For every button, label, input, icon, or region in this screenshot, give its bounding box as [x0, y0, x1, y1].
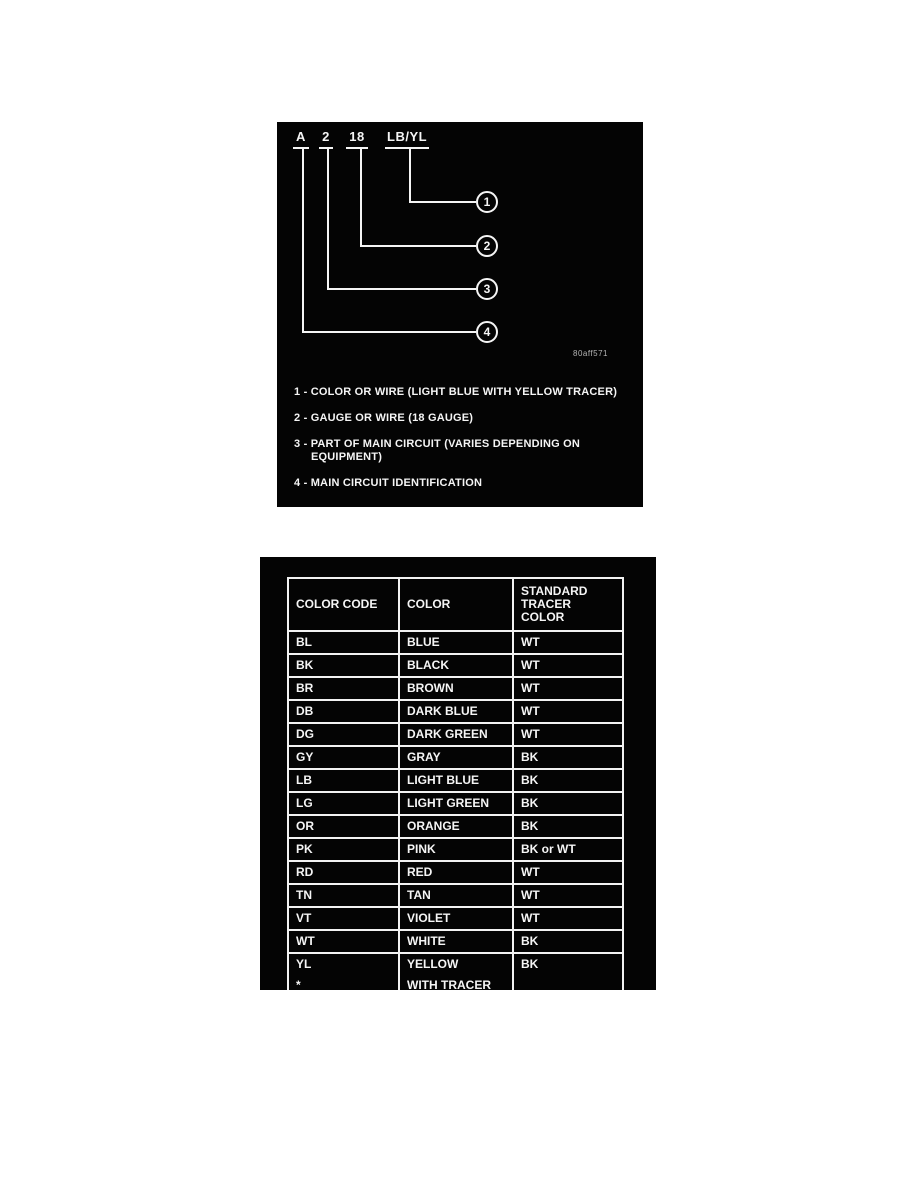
legend-item-3 — [294, 438, 636, 464]
cell-line: YELLOW — [407, 957, 459, 971]
cell-line: * — [296, 978, 301, 990]
table-row — [288, 631, 623, 654]
table-cell-code: BR — [288, 677, 399, 700]
table-cell-tracer: WT — [513, 700, 623, 723]
table-cell-tracer: BK — [513, 769, 623, 792]
legend-text: 1 - COLOR OR WIRE (LIGHT BLUE WITH YELLOW TRACER) — [294, 386, 618, 398]
table-cell-code: DG — [288, 723, 399, 746]
wire-code-part-circuit: A — [293, 129, 309, 149]
table-cell-color: WHITE — [399, 930, 513, 953]
table-cell-code: LG — [288, 792, 399, 815]
table-row-footnote — [288, 953, 623, 990]
table-cell-color: ORANGE — [399, 815, 513, 838]
table-row — [288, 700, 623, 723]
callout-number: 1 — [483, 195, 491, 209]
column-header-color: COLOR — [399, 578, 513, 631]
column-header-tracer — [513, 578, 623, 631]
table-cell-tracer: BK — [513, 792, 623, 815]
figure-id: 80aff571 — [573, 349, 608, 358]
table-cell-color: LIGHT BLUE — [399, 769, 513, 792]
table-cell-code: VT — [288, 907, 399, 930]
table-row — [288, 723, 623, 746]
table-header-row — [288, 578, 623, 631]
table-row — [288, 677, 623, 700]
table-cell-color: BROWN — [399, 677, 513, 700]
table-row — [288, 861, 623, 884]
table-cell-color: DARK GREEN — [399, 723, 513, 746]
table-cell-color: LIGHT GREEN — [399, 792, 513, 815]
table-row — [288, 769, 623, 792]
table-cell-tracer: WT — [513, 907, 623, 930]
table-cell-color: PINK — [399, 838, 513, 861]
table-cell-code: PK — [288, 838, 399, 861]
cell-line: WITH TRACER — [407, 978, 491, 990]
table-cell-tracer: WT — [513, 677, 623, 700]
table-row — [288, 746, 623, 769]
table-cell-code: OR — [288, 815, 399, 838]
table-cell-tracer: BK — [513, 930, 623, 953]
table-cell-code — [288, 953, 399, 990]
table-row — [288, 792, 623, 815]
wire-code-part-subcircuit: 2 — [319, 129, 333, 149]
table-cell-color: VIOLET — [399, 907, 513, 930]
table-row — [288, 838, 623, 861]
table-cell-tracer: WT — [513, 723, 623, 746]
legend-item-2 — [294, 412, 636, 425]
table-cell-color: BLACK — [399, 654, 513, 677]
table-cell-code: LB — [288, 769, 399, 792]
wire-code-figure — [277, 122, 643, 507]
table-cell-color — [399, 953, 513, 990]
column-header-tracer-text: STANDARD TRACER COLOR — [521, 584, 588, 624]
table-cell-tracer: WT — [513, 861, 623, 884]
table-cell-tracer: WT — [513, 654, 623, 677]
legend-item-4 — [294, 477, 636, 490]
table-row — [288, 930, 623, 953]
wire-code-part-color: LB/YL — [385, 129, 429, 149]
callout-lines-diagram — [277, 122, 643, 372]
table-cell-code: WT — [288, 930, 399, 953]
color-code-table — [287, 577, 624, 990]
callout-legend — [294, 386, 636, 503]
callout-line — [328, 148, 476, 289]
table-cell-tracer: BK — [513, 746, 623, 769]
table-row — [288, 654, 623, 677]
table-cell-tracer: BK or WT — [513, 838, 623, 861]
wire-code-part-gauge: 18 — [346, 129, 368, 149]
color-code-table-figure — [260, 557, 656, 990]
table-row — [288, 815, 623, 838]
legend-text-continuation: EQUIPMENT) — [311, 451, 383, 463]
table-cell-tracer: WT — [513, 631, 623, 654]
table-cell-color: DARK BLUE — [399, 700, 513, 723]
legend-text: 3 - PART OF MAIN CIRCUIT (VARIES DEPENDING ON — [294, 438, 581, 450]
table-row — [288, 884, 623, 907]
callout-number: 3 — [483, 282, 491, 296]
table-cell-code: BK — [288, 654, 399, 677]
table-cell-code: RD — [288, 861, 399, 884]
table-cell-code: DB — [288, 700, 399, 723]
table-cell-tracer: BK — [513, 815, 623, 838]
legend-text: 4 - MAIN CIRCUIT IDENTIFICATION — [294, 477, 483, 489]
table-cell-code: BL — [288, 631, 399, 654]
callout-number: 2 — [483, 239, 491, 253]
cell-line: BK — [521, 957, 539, 971]
table-cell-color: TAN — [399, 884, 513, 907]
column-header-color-code: COLOR CODE — [288, 578, 399, 631]
legend-item-1 — [294, 386, 636, 399]
table-cell-tracer: WT — [513, 884, 623, 907]
cell-line: YL — [296, 957, 312, 971]
legend-text: 2 - GAUGE OR WIRE (18 GAUGE) — [294, 412, 474, 424]
table-row — [288, 907, 623, 930]
table-cell-code: TN — [288, 884, 399, 907]
table-cell-color: GRAY — [399, 746, 513, 769]
callout-line — [410, 148, 476, 202]
table-cell-code: GY — [288, 746, 399, 769]
table-cell-tracer — [513, 953, 623, 990]
callout-number: 4 — [483, 325, 491, 339]
table-cell-color: BLUE — [399, 631, 513, 654]
callout-line — [361, 148, 476, 246]
table-cell-color: RED — [399, 861, 513, 884]
